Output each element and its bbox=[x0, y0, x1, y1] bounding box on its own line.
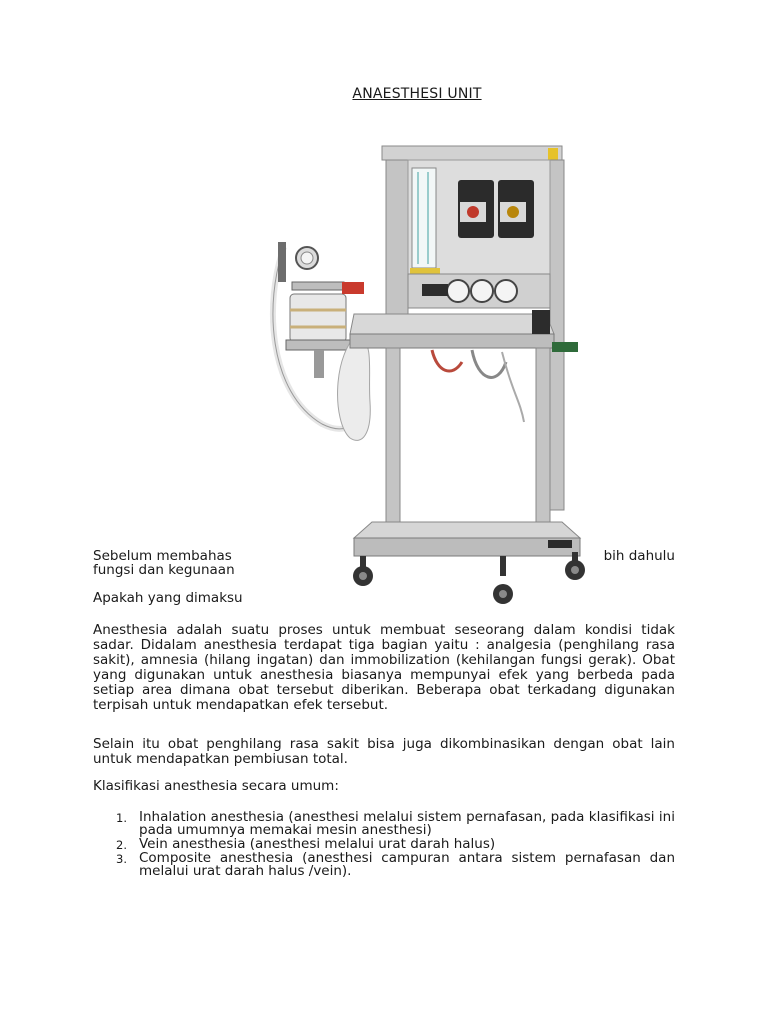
classification-list bbox=[93, 811, 675, 879]
paragraph-definition: Anesthesia adalah suatu proses untuk membuat seseorang dalam kondisi tidak sadar. Didalam anesthesia terdapat tiga bagian yaitu : analgesia (penghilang rasa sakit), amnesia (hilang ingatan) dan immobilization (kehilangan fungsi gerak). Obat yang digunakan untuk anesthesia biasanya mempunyai efek yang berbeda pada setiap area dimana obat tersebut diberikan. Beberapa obat terkadang digunakan terpisah untuk mendapatkan efek tersebut. bbox=[93, 622, 675, 713]
list-number: 3. bbox=[116, 852, 127, 866]
list-number: 1. bbox=[116, 811, 127, 825]
list-item-text: Composite anesthesia (anesthesi campuran antara sistem pernafasan dan melalui urat darah halus /vein). bbox=[139, 850, 675, 879]
list-item bbox=[93, 811, 675, 837]
intro-line-1-right: bih dahulu bbox=[603, 548, 675, 564]
classification-heading: Klasifikasi anesthesia secara umum: bbox=[93, 778, 339, 794]
list-number: 2. bbox=[116, 838, 127, 852]
list-item-text: Vein anesthesia (anesthesi melalui urat darah halus) bbox=[139, 836, 496, 852]
question-line-left: Apakah yang dimaksu bbox=[93, 591, 243, 606]
document-title: ANAESTHESI UNIT bbox=[352, 86, 482, 102]
paragraph-combination: Selain itu obat penghilang rasa sakit bisa juga dikombinasikan dengan obat lain untuk mendapatkan pembiusan total. bbox=[93, 736, 675, 767]
intro-line-2-left: fungsi dan kegunaan bbox=[93, 563, 235, 578]
anesthesia-machine-illustration bbox=[262, 142, 588, 622]
list-item-text: Inhalation anesthesia (anesthesi melalui sistem pernafasan, pada klasifikasi ini pada umumnya memakai mesin anesthesi) bbox=[139, 809, 675, 838]
list-item bbox=[93, 852, 675, 878]
intro-line-1-left: Sebelum membahas bbox=[93, 549, 232, 564]
